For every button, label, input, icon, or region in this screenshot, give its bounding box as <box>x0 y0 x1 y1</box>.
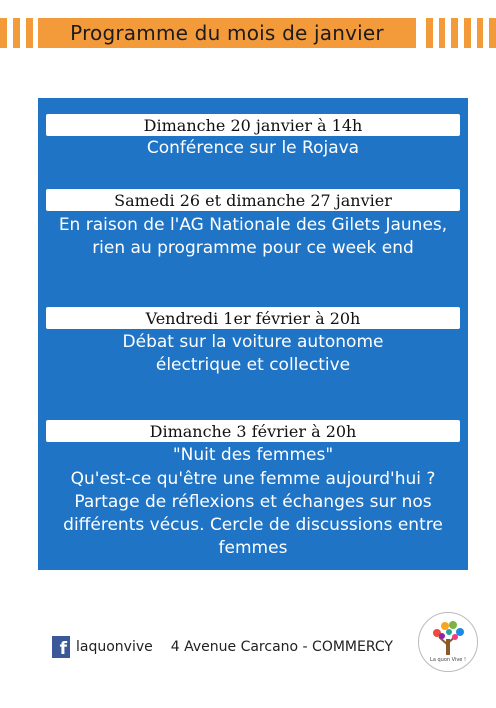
event-date: Dimanche 3 février à 20h <box>46 420 460 442</box>
facebook-icon[interactable]: f <box>52 636 70 658</box>
event-description: Débat sur la voiture autonome électrique et collective <box>122 332 384 375</box>
header-stripes-left <box>0 18 34 48</box>
address: 4 Avenue Carcano - COMMERCY <box>170 639 393 655</box>
event-date: Dimanche 20 janvier à 14h <box>46 114 460 136</box>
event-description: En raison de l'AG Nationale des Gilets Jaunes, rien au programme pour ce week end <box>58 215 448 258</box>
event-description: Qu'est-ce qu'être une femme aujourd'hui ? Partage de réflexions et échanges sur nos différents vécus. Cercle de discussions entre femmes <box>63 469 443 558</box>
event-description: Conférence sur le Rojava <box>146 138 360 158</box>
footer <box>52 634 393 660</box>
event-date: Samedi 26 et dimanche 27 janvier <box>46 189 460 211</box>
header-bar <box>38 18 416 48</box>
header-stripes-right <box>426 18 496 48</box>
event-date: Vendredi 1er février à 20h <box>46 307 460 329</box>
program-panel <box>38 98 468 570</box>
event-title: "Nuit des femmes" <box>172 445 334 465</box>
tree-logo <box>418 612 478 672</box>
logo-caption: La quon Vive ! <box>430 657 466 663</box>
facebook-handle[interactable]: laquonvive <box>76 639 153 655</box>
page-title: Programme du mois de janvier <box>70 21 384 45</box>
